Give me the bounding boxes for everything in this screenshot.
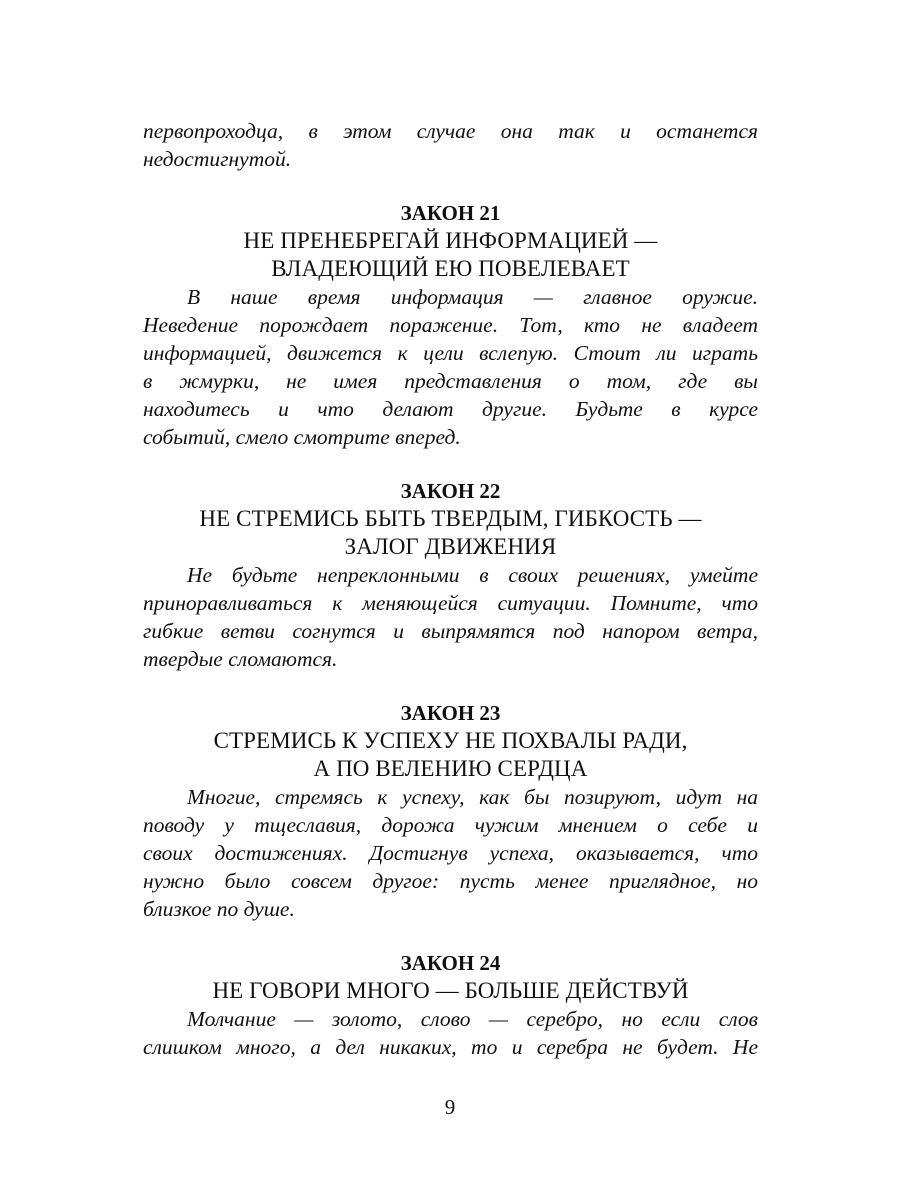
law-23-body-line: близкое по душе. [143, 897, 295, 921]
law-22-title-line: НЕ СТРЕМИСЬ БЫТЬ ТВЕРДЫМ, ГИБКОСТЬ — [199, 506, 702, 531]
law-21-title-line: НЕ ПРЕНЕБРЕГАЙ ИНФОРМАЦИЕЙ — [243, 228, 658, 253]
law-23-body-line: поводу у тщеславия, дорожа чужим мнением о себе и [143, 813, 758, 837]
law-21-body-line: событий, смело смотрите вперед. [143, 425, 461, 449]
law-23-number: ЗАКОН 23 [400, 701, 501, 725]
law-24-title-line: НЕ ГОВОРИ МНОГО — БОЛЬШЕ ДЕЙСТВУЙ [212, 978, 689, 1003]
law-23-body-line: Многие, стремясь к успеху, как бы позируют, идут на [187, 785, 758, 809]
law-23-body-line: нужно было совсем другое: пусть менее приглядное, но [143, 869, 758, 893]
law-22-title-line: ЗАЛОГ ДВИЖЕНИЯ [344, 534, 557, 559]
law-24-body-line: Молчание — золото, слово — серебро, но если слов [187, 1007, 758, 1031]
law-22-body-line: приноравливаться к меняющейся ситуации. Помните, что [143, 591, 758, 615]
page-number: 9 [444, 1095, 456, 1119]
law-21-body-line: Неведение порождает поражение. Тот, кто не владеет [143, 313, 758, 337]
law-22-body-line: Не будьте непреклонными в своих решениях, умейте [187, 563, 758, 587]
law-21-body-line: находитесь и что делают другие. Будьте в курсе [143, 397, 758, 421]
law-21-body-line: В наше время информация — главное оружие. [187, 285, 758, 309]
law-23-title-line: А ПО ВЕЛЕНИЮ СЕРДЦА [313, 756, 588, 781]
law-21-body-line: в жмурки, не имея представления о том, где вы [143, 369, 758, 393]
law-24-body-line: слишком много, а дел никаких, то и серебра не будет. Не [143, 1035, 758, 1059]
intro-line: первопроходца, в этом случае она так и останется [143, 119, 758, 143]
law-21-number: ЗАКОН 21 [400, 201, 501, 225]
law-21-body-line: информацией, движется к цели вслепую. Стоит ли играть [143, 341, 758, 365]
intro-line: недостигнутой. [143, 147, 292, 171]
law-21-title-line: ВЛАДЕЮЩИЙ ЕЮ ПОВЕЛЕВАЕТ [271, 256, 630, 281]
law-23-title-line: СТРЕМИСЬ К УСПЕХУ НЕ ПОХВАЛЫ РАДИ, [213, 728, 688, 753]
law-23-body-line: своих достижениях. Достигнув успеха, оказывается, что [143, 841, 758, 865]
book-page [143, 0, 758, 1200]
law-22-number: ЗАКОН 22 [400, 479, 501, 503]
law-24-number: ЗАКОН 24 [400, 951, 501, 975]
law-22-body-line: твердые сломаются. [143, 647, 338, 671]
law-22-body-line: гибкие ветви согнутся и выпрямятся под напором ветра, [143, 619, 758, 643]
